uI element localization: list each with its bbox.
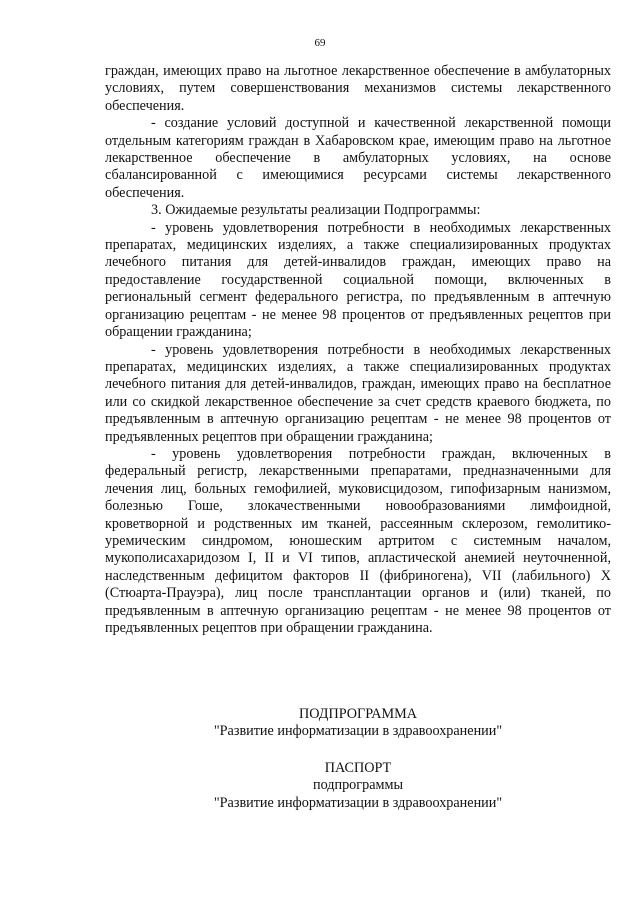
paragraph-result-item-3: - уровень удовлетворения потребности граждан, включенных в федеральный регистр, лекарственными препаратами, предназначенными для лечения лиц, больных гемофилией, муковисцидозом, гипофизарным нанизмом, болезнью Гоше, злокачественными новообразованиями лимфоидной, кроветворной и родственных им тканей, рассеянным склерозом, гемолитико-уремическим синдромом, юношеским артритом с системным началом, мукополисахаридозом I, II и VI типов, апластической анемией неуточненной, наследственным дефицитом факторов II (фибриногена), VII (лабильного) X (Стюарта-Прауэра), лиц после трансплантации органов и (или) тканей, по предъявленным в аптечную организацию рецептам - не менее 98 процентов от предъявленных рецептов при обращении гражданина. xyxy=(105,445,611,636)
passport-heading xyxy=(105,760,611,812)
document-body xyxy=(105,63,611,637)
paragraph-continuation: граждан, имеющих право на льготное лекарственное обеспечение в амбулаторных условиях, путем совершенствования механизмов системы лекарственного обеспечения. xyxy=(105,63,611,114)
paragraph-result-item-2: - уровень удовлетворения потребности в необходимых лекарственных препаратах, медицинских изделиях, а также специализированных продуктах лечебного питания для детей-инвалидов, граждан, имеющих право на бесплатное или со скидкой лекарственное обеспечение за счет средств краевого бюджета, по предъявленным в аптечную организацию рецептам - не менее 98 процентов от предъявленных рецептов при обращении гражданина; xyxy=(105,341,611,445)
passport-sublabel: подпрограммы xyxy=(313,777,403,794)
subprogram-label: ПОДПРОГРАММА xyxy=(298,706,417,722)
subprogram-heading xyxy=(105,706,611,741)
paragraph-results-heading: 3. Ожидаемые результаты реализации Подпрограммы: xyxy=(151,202,481,219)
paragraph-goal-item: - создание условий доступной и качественной лекарственной помощи отдельным категориям граждан в Хабаровском крае, имеющим право на льготное лекарственное обеспечение в амбулаторных условиях, на основе сбалансированной с имеющимися ресурсами системы лекарственного обеспечения. xyxy=(105,115,611,201)
paragraph-result-item-1: - уровень удовлетворения потребности в необходимых лекарственных препаратах, медицинских изделиях, а также специализированных продуктах лечебного питания для детей-инвалидов граждан, имеющих право на предоставление государственной социальной помощи, включенных в региональный сегмент федерального регистра, по предъявленным в аптечную организацию рецептам - не менее 98 процентов от предъявленных рецептов при обращении гражданина; xyxy=(105,219,611,341)
passport-label: ПАСПОРТ xyxy=(324,760,392,776)
page-number: 69 xyxy=(314,37,326,49)
subprogram-name: "Развитие информатизации в здравоохранении" xyxy=(213,723,503,740)
passport-name: "Развитие информатизации в здравоохранении" xyxy=(213,794,503,811)
